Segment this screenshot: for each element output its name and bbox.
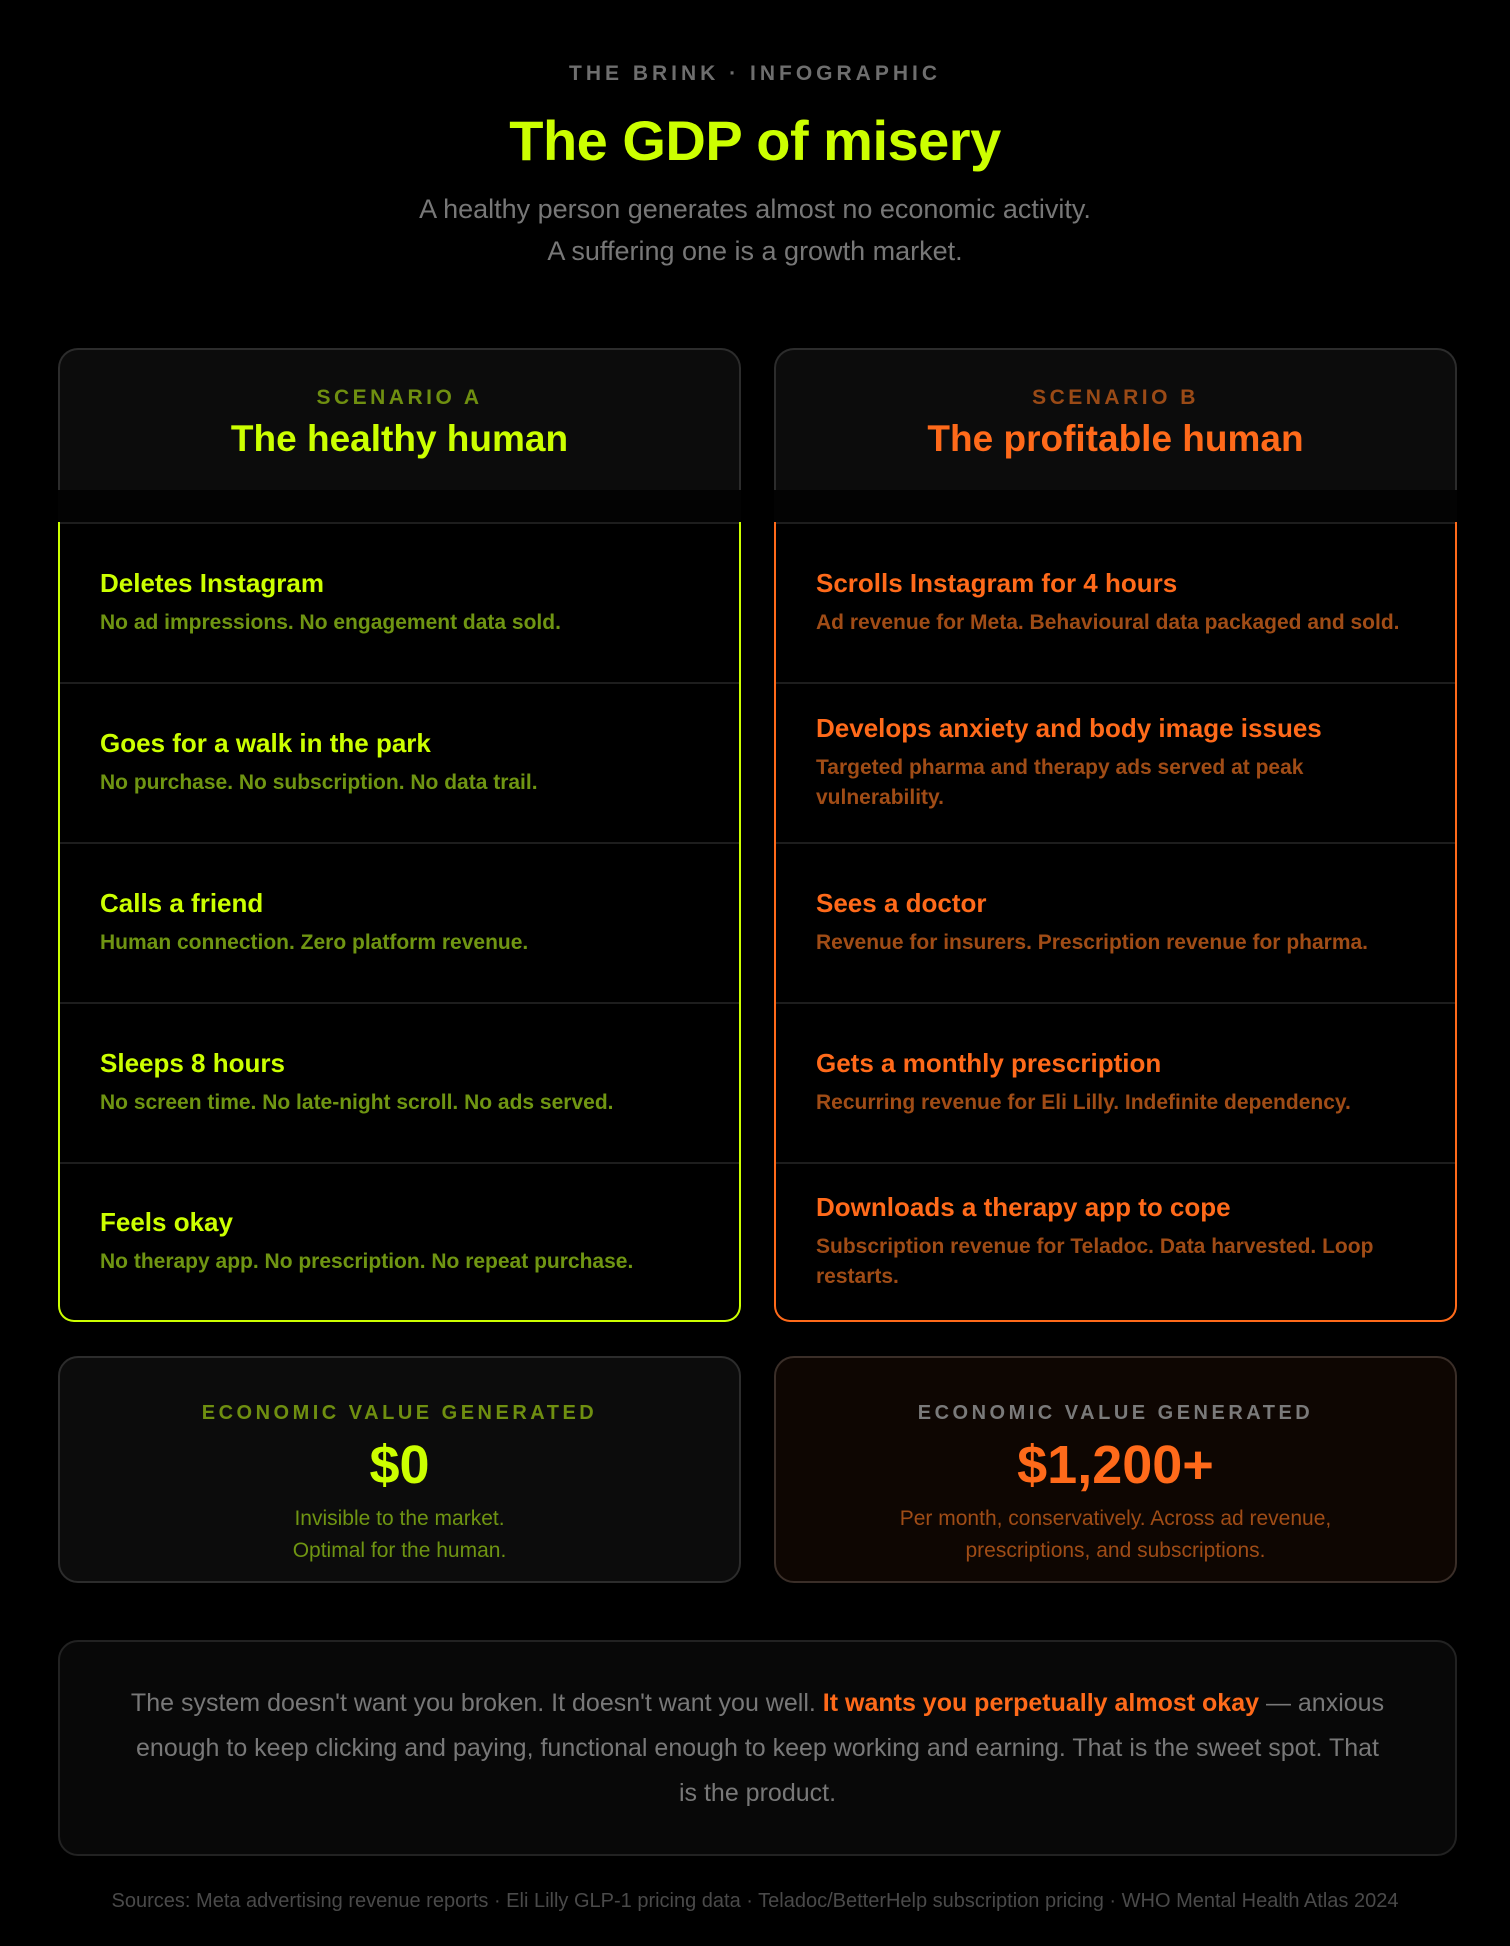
- value-note: [776, 1503, 1455, 1567]
- value-note-line: Optimal for the human.: [292, 1539, 507, 1562]
- list-item: [776, 522, 1455, 682]
- scenario-b-value-card: [774, 1356, 1457, 1583]
- subtitle-line: A suffering one is a growth market.: [547, 236, 963, 266]
- item-desc: Revenue for insurers. Prescription revenue for pharma.: [816, 931, 1369, 954]
- sources-footnote: Sources: Meta advertising revenue reports · Eli Lilly GLP-1 pricing data · Teladoc/BetterHelp subscription pricing · WHO Mental Health Atlas 2024: [111, 1890, 1399, 1912]
- item-title: Develops anxiety and body image issues: [816, 713, 1322, 743]
- value-amount: $1,200+: [1017, 1435, 1214, 1495]
- scenario-b-header: [774, 348, 1457, 490]
- item-title: Sees a doctor: [816, 888, 987, 918]
- item-desc: No purchase. No subscription. No data trail.: [100, 771, 538, 794]
- item-desc: Ad revenue for Meta. Behavioural data packaged and sold.: [816, 611, 1400, 634]
- item-desc: No therapy app. No prescription. No repeat purchase.: [100, 1250, 634, 1273]
- item-title: Calls a friend: [100, 888, 264, 918]
- item-title: Sleeps 8 hours: [100, 1048, 285, 1078]
- scenario-a-list: [58, 522, 741, 1322]
- item-desc: Targeted pharma and therapy ads served at peak vulnerability.: [816, 756, 1304, 809]
- list-item: [776, 682, 1455, 842]
- divider: [58, 490, 741, 522]
- conclusion-box: [58, 1640, 1457, 1856]
- quote-before: The system doesn't want you broken. It doesn't want you well.: [130, 1688, 823, 1717]
- value-label: ECONOMIC VALUE GENERATED: [201, 1402, 598, 1424]
- scenario-b-label: SCENARIO B: [1032, 386, 1199, 409]
- list-item: [60, 522, 739, 682]
- list-item: [60, 1162, 739, 1320]
- item-title: Scrolls Instagram for 4 hours: [816, 568, 1178, 598]
- item-title: Gets a monthly prescription: [816, 1048, 1162, 1078]
- item-desc: Recurring revenue for Eli Lilly. Indefinite dependency.: [816, 1091, 1351, 1114]
- item-title: Feels okay: [100, 1207, 233, 1237]
- item-desc: Subscription revenue for Teladoc. Data harvested. Loop restarts.: [816, 1235, 1374, 1288]
- scenario-a-header: [58, 348, 741, 490]
- list-item: [776, 1002, 1455, 1162]
- conclusion-text: [130, 1681, 1385, 1816]
- page-title: The GDP of misery: [509, 109, 1001, 172]
- list-item: [776, 1162, 1455, 1320]
- scenario-a-value-card: [58, 1356, 741, 1583]
- item-desc: No screen time. No late-night scroll. No ads served.: [100, 1091, 614, 1114]
- scenario-a-column: [58, 348, 741, 1322]
- value-note-line: prescriptions, and subscriptions.: [965, 1539, 1266, 1562]
- list-item: [60, 682, 739, 842]
- value-note: [60, 1503, 739, 1567]
- eyebrow: THE BRINK · INFOGRAPHIC: [569, 62, 941, 85]
- list-item: [60, 1002, 739, 1162]
- value-note-line: Invisible to the market.: [294, 1507, 505, 1530]
- subtitle-line: A healthy person generates almost no economic activity.: [419, 194, 1091, 224]
- list-item: [60, 842, 739, 1002]
- scenario-a-label: SCENARIO A: [316, 386, 483, 409]
- item-title: Deletes Instagram: [100, 568, 324, 598]
- scenario-a-title: The healthy human: [230, 418, 569, 459]
- list-item: [776, 842, 1455, 1002]
- value-label: ECONOMIC VALUE GENERATED: [917, 1402, 1314, 1424]
- scenario-b-title: The profitable human: [927, 418, 1304, 459]
- divider: [774, 490, 1457, 522]
- scenario-b-column: [774, 348, 1457, 1322]
- quote-after: — anxious enough to keep clicking and paying, functional enough to keep working and earning. That is the sweet spot. That is the product.: [136, 1688, 1385, 1807]
- item-desc: Human connection. Zero platform revenue.: [100, 931, 529, 954]
- value-note-line: Per month, conservatively. Across ad revenue,: [899, 1507, 1332, 1530]
- item-title: Downloads a therapy app to cope: [816, 1192, 1231, 1222]
- page-subtitle: [0, 188, 1510, 272]
- item-desc: No ad impressions. No engagement data sold.: [100, 611, 561, 634]
- value-amount: $0: [369, 1435, 430, 1495]
- scenario-b-list: [774, 522, 1457, 1322]
- item-title: Goes for a walk in the park: [100, 728, 431, 758]
- quote-highlight: It wants you perpetually almost okay: [822, 1688, 1260, 1717]
